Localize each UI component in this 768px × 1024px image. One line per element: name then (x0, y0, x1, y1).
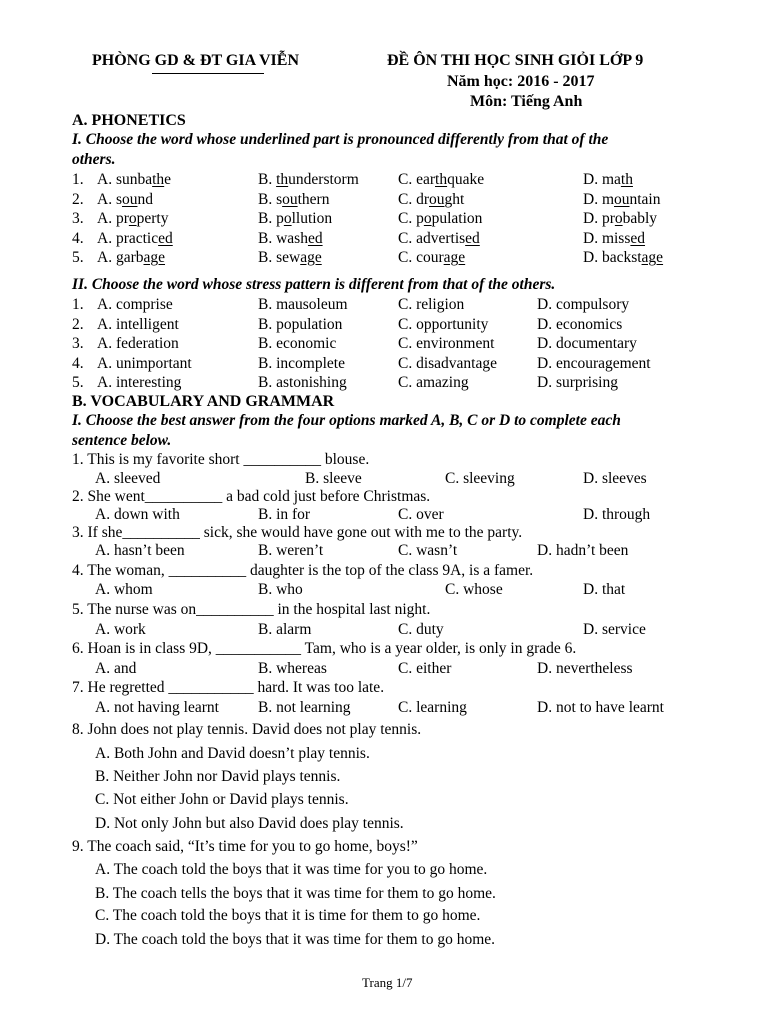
question-number: 2. (72, 316, 84, 333)
option-d: D. backstage (583, 249, 664, 266)
option-c: C. courage (398, 249, 466, 266)
department-title: PHÒNG GD & ĐT GIA VIỄN (92, 52, 299, 69)
phonetics-row (0, 171, 768, 191)
underlined-part: ed (465, 230, 480, 247)
option-c: C. earthquake (398, 171, 485, 188)
q3-option-d: D. hadn’t been (537, 542, 629, 559)
underlined-part: th (620, 171, 633, 188)
q4-option-b: B. who (258, 581, 303, 598)
option-d: D. math (583, 171, 633, 188)
stress-row (0, 316, 768, 336)
option-b: B. population (258, 316, 343, 333)
option-a: A. practiced (97, 230, 173, 247)
option-b: B. economic (258, 335, 337, 352)
option-d: D. economics (537, 316, 623, 333)
question-5: 5. The nurse was on__________ in the hospital last night. (72, 601, 431, 618)
question-2: 2. She went__________ a bad cold just before Christmas. (72, 488, 431, 505)
question-6: 6. Hoan is in class 9D, ___________ Tam, who is a year older, is only in grade 6. (72, 640, 577, 657)
q7-option-d: D. not to have learnt (537, 699, 664, 716)
q9-option-b: B. The coach tells the boys that it was time for them to go home. (95, 885, 496, 902)
school-year: Năm học: 2016 - 2017 (447, 73, 595, 90)
q7-option-b: B. not learning (258, 699, 351, 716)
section-b-instruction: I. Choose the best answer from the four options marked A, B, C or D to complete each (72, 412, 621, 429)
phonetics-row (0, 191, 768, 211)
q6-option-a: A. and (95, 660, 137, 677)
q2-option-a: A. down with (95, 506, 180, 523)
q2-option-b: B. in for (258, 506, 311, 523)
underlined-part: th (276, 171, 289, 188)
question-8: 8. John does not play tennis. David does not play tennis. (72, 721, 422, 738)
question-number: 1. (72, 296, 84, 313)
option-b: B. mausoleum (258, 296, 348, 313)
underlined-part: ed (630, 230, 646, 247)
part1-instruction: I. Choose the word whose underlined part is pronounced differently from that of the (72, 131, 609, 148)
phonetics-row (0, 249, 768, 269)
option-a: A. sunbathe (97, 171, 172, 188)
question-number: 3. (72, 335, 84, 352)
option-d: D. surprising (537, 374, 618, 391)
question-number: 1. (72, 171, 84, 188)
stress-row (0, 374, 768, 394)
option-c: C. amazing (398, 374, 469, 391)
option-c: C. population (398, 210, 483, 227)
q8-option-a: A. Both John and David doesn’t play tennis. (95, 745, 370, 762)
q5-option-c: C. duty (398, 621, 444, 638)
option-d: D. mountain (583, 191, 661, 208)
phonetics-row (0, 230, 768, 250)
underlined-part: ed (158, 230, 173, 247)
question-number: 5. (72, 374, 84, 391)
option-a: A. garbage (97, 249, 166, 266)
q7-option-c: C. learning (398, 699, 467, 716)
option-c: C. drought (398, 191, 465, 208)
question-number: 2. (72, 191, 84, 208)
q4-option-c: C. whose (445, 581, 503, 598)
question-3: 3. If she__________ sick, she would have gone out with me to the party. (72, 524, 523, 541)
option-d: D. compulsory (537, 296, 630, 313)
option-b: B. thunderstorm (258, 171, 359, 188)
part1-instruction-cont: others. (72, 151, 116, 168)
underlined-part: age (300, 249, 322, 266)
option-b: B. pollution (258, 210, 333, 227)
q7-option-a: A. not having learnt (95, 699, 219, 716)
underlined-part: ou (121, 191, 138, 208)
underlined-part: ou (282, 191, 298, 208)
q1-option-b: B. sleeve (305, 470, 362, 487)
option-b: B. washed (258, 230, 323, 247)
q3-option-c: C. wasn’t (398, 542, 458, 559)
underlined-part: th (435, 171, 448, 188)
underlined-part: o (423, 210, 432, 227)
stress-row (0, 335, 768, 355)
q6-option-d: D. nevertheless (537, 660, 633, 677)
question-4: 4. The woman, __________ daughter is the top of the class 9A, is a famer. (72, 562, 534, 579)
q3-option-a: A. hasn’t been (95, 542, 185, 559)
part2-instruction: II. Choose the word whose stress pattern is different from that of the others. (72, 276, 556, 293)
option-a: A. interesting (97, 374, 182, 391)
stress-row (0, 355, 768, 375)
phonetics-row (0, 210, 768, 230)
q5-option-a: A. work (95, 621, 146, 638)
q1-option-c: C. sleeving (445, 470, 515, 487)
q4-option-a: A. whom (95, 581, 153, 598)
stress-row (0, 296, 768, 316)
option-a: A. unimportant (97, 355, 192, 372)
underlined-part: o (283, 210, 292, 227)
option-a: A. sound (97, 191, 153, 208)
page-number: Trang 1/7 (362, 975, 413, 990)
q9-option-a: A. The coach told the boys that it was time for you to go home. (95, 861, 488, 878)
q6-option-b: B. whereas (258, 660, 327, 677)
underlined-part: ou (429, 191, 445, 208)
question-7: 7. He regretted ___________ hard. It was too late. (72, 679, 385, 696)
q8-option-c: C. Not either John or David plays tennis. (95, 791, 349, 808)
section-a-title: A. PHONETICS (72, 112, 186, 129)
question-9: 9. The coach said, “It’s time for you to go home, boys!” (72, 838, 418, 855)
q9-option-d: D. The coach told the boys that it was time for them to go home. (95, 931, 496, 948)
department-underline (152, 73, 264, 74)
option-c: C. religion (398, 296, 465, 313)
option-d: D. documentary (537, 335, 637, 352)
subject: Môn: Tiếng Anh (470, 93, 583, 110)
option-d: D. encouragement (537, 355, 651, 372)
q1-option-a: A. sleeved (95, 470, 161, 487)
underlined-part: o (614, 210, 623, 227)
option-d: D. probably (583, 210, 658, 227)
option-a: A. comprise (97, 296, 173, 313)
section-b-instruction-cont: sentence below. (72, 432, 172, 449)
question-number: 5. (72, 249, 84, 266)
option-c: C. disadvantage (398, 355, 498, 372)
underlined-part: age (143, 249, 166, 266)
q6-option-c: C. either (398, 660, 452, 677)
option-d: D. missed (583, 230, 646, 247)
section-b-title: B. VOCABULARY AND GRAMMAR (72, 393, 335, 410)
q9-option-c: C. The coach told the boys that it is time for them to go home. (95, 907, 481, 924)
question-number: 3. (72, 210, 84, 227)
q4-option-d: D. that (583, 581, 626, 598)
q2-option-d: D. through (583, 506, 651, 523)
q5-option-d: D. service (583, 621, 646, 638)
q8-option-d: D. Not only John but also David does play tennis. (95, 815, 404, 832)
question-1: 1. This is my favorite short __________ blouse. (72, 451, 370, 468)
option-a: A. property (97, 210, 169, 227)
option-b: B. incomplete (258, 355, 345, 372)
underlined-part: ou (614, 191, 630, 208)
underlined-part: o (128, 210, 137, 227)
q2-option-c: C. over (398, 506, 444, 523)
option-b: B. astonishing (258, 374, 347, 391)
underlined-part: age (641, 249, 664, 266)
underlined-part: th (152, 171, 165, 188)
q5-option-b: B. alarm (258, 621, 312, 638)
exam-title: ĐỀ ÔN THI HỌC SINH GIỎI LỚP 9 (387, 52, 644, 69)
option-b: B. sewage (258, 249, 322, 266)
option-c: C. opportunity (398, 316, 489, 333)
option-a: A. federation (97, 335, 179, 352)
option-c: C. environment (398, 335, 495, 352)
q3-option-b: B. weren’t (258, 542, 324, 559)
question-number: 4. (72, 355, 84, 372)
question-number: 4. (72, 230, 84, 247)
q1-option-d: D. sleeves (583, 470, 647, 487)
option-a: A. intelligent (97, 316, 179, 333)
q8-option-b: B. Neither John nor David plays tennis. (95, 768, 341, 785)
underlined-part: ed (307, 230, 323, 247)
option-b: B. southern (258, 191, 330, 208)
underlined-part: age (443, 249, 466, 266)
option-c: C. advertised (398, 230, 480, 247)
